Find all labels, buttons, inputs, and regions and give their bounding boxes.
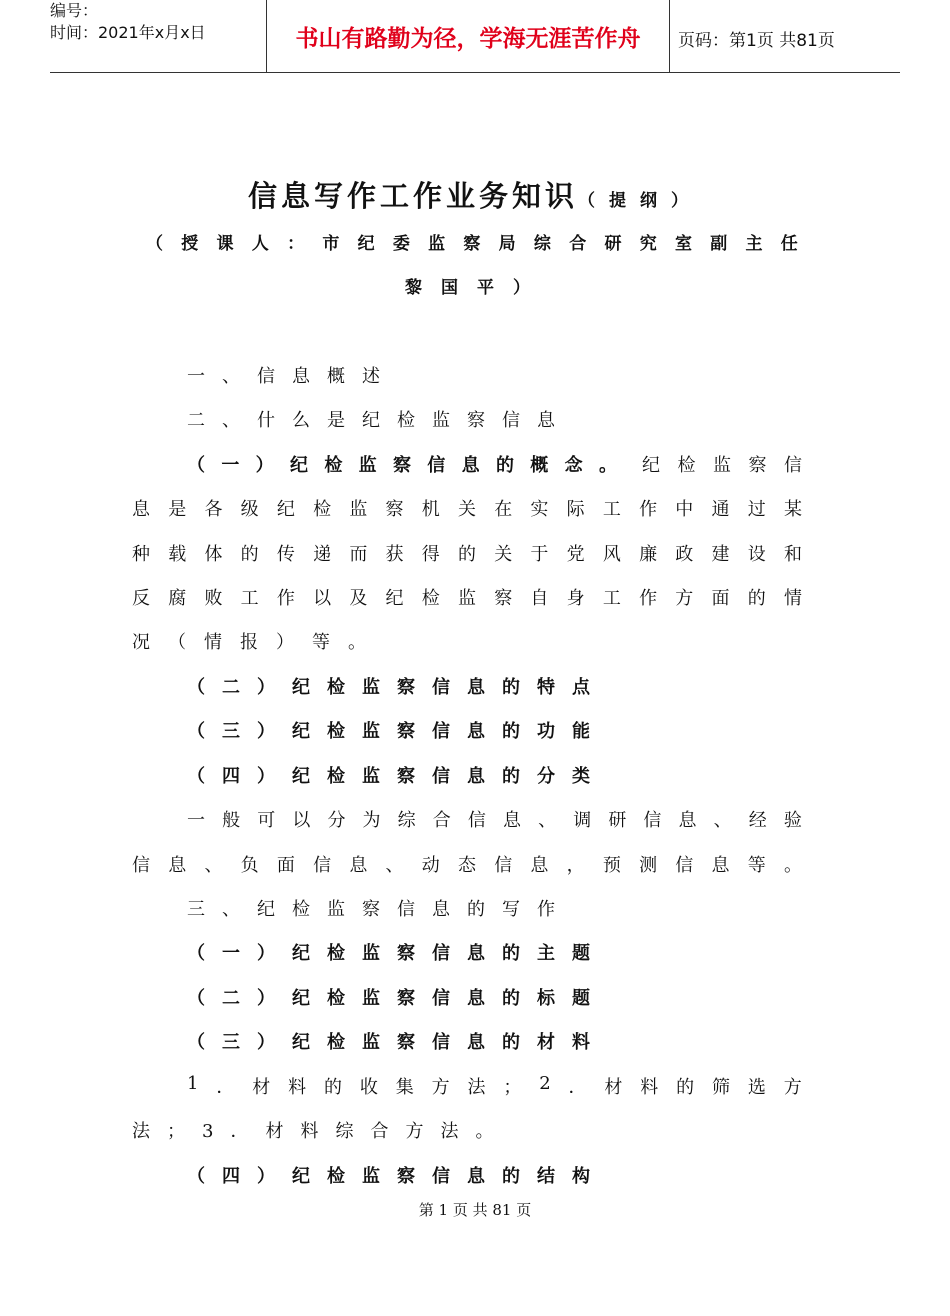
subsection-4-heading: （四）纪检监察信息的分类 xyxy=(187,766,607,787)
glyph: 综 xyxy=(533,234,551,254)
glyph: 面 xyxy=(711,588,730,609)
glyph: 工 xyxy=(240,588,259,609)
glyph: 获 xyxy=(385,544,404,565)
glyph: 关 xyxy=(494,544,513,565)
glyph: 体 xyxy=(204,544,223,565)
glyph: 递 xyxy=(313,544,332,565)
glyph: 政 xyxy=(675,544,694,565)
glyph: 监 xyxy=(428,234,446,254)
glyph: 的 xyxy=(323,1077,342,1098)
glyph: 某 xyxy=(783,499,802,520)
glyph: 授 xyxy=(181,234,199,254)
glyph: 室 xyxy=(674,234,692,254)
glyph: ） xyxy=(255,455,274,476)
glyph: 级 xyxy=(240,499,259,520)
header-motto-cell xyxy=(266,0,670,72)
glyph: 设 xyxy=(747,544,766,565)
glyph: 纪 xyxy=(276,499,295,520)
glyph: 负 xyxy=(240,855,259,876)
glyph: 任 xyxy=(780,234,798,254)
header-meta xyxy=(50,0,266,72)
glyph: 、 xyxy=(204,855,223,876)
glyph: ． xyxy=(568,1077,587,1098)
glyph: 主 xyxy=(745,234,763,254)
glyph: 在 xyxy=(494,499,513,520)
glyph: 廉 xyxy=(639,544,658,565)
glyph: 反 xyxy=(132,588,150,609)
glyph: 的 xyxy=(495,455,514,476)
lecturer-line-1 xyxy=(146,229,798,254)
glyph: 一 xyxy=(221,455,240,476)
glyph: 的 xyxy=(676,1077,695,1098)
glyph: 局 xyxy=(498,234,516,254)
section-3-heading: 三、纪检监察信息的写作 xyxy=(187,899,572,920)
glyph: 息 xyxy=(132,499,150,520)
glyph: 一 xyxy=(187,810,205,831)
paragraph-3-line-2: 法；3．材料综合方法。 xyxy=(132,1121,511,1142)
glyph: 、 xyxy=(538,810,557,831)
writing-1-heading: （一）纪检监察信息的主题 xyxy=(187,943,607,964)
glyph: 收 xyxy=(359,1077,378,1098)
glyph: 的 xyxy=(457,544,476,565)
glyph: 市 xyxy=(322,234,340,254)
glyph: 察 xyxy=(463,234,481,254)
glyph: 种 xyxy=(132,544,150,565)
glyph: 的 xyxy=(747,588,766,609)
paragraph-2-line-1 xyxy=(187,806,802,832)
paragraph-1-line-1 xyxy=(132,451,802,477)
glyph: 概 xyxy=(530,455,549,476)
glyph: 察 xyxy=(748,455,767,476)
glyph: ： xyxy=(287,234,305,254)
glyph: 信 xyxy=(494,855,513,876)
glyph: 料 xyxy=(288,1077,307,1098)
glyph: 监 xyxy=(457,588,476,609)
glyph: 信 xyxy=(467,810,486,831)
glyph: 作 xyxy=(276,588,295,609)
glyph: 机 xyxy=(421,499,440,520)
glyph: 息 xyxy=(461,455,480,476)
header-motto: 书山有路勤为径，学海无涯苦作舟 xyxy=(295,25,641,52)
glyph: 息 xyxy=(678,810,697,831)
glyph: 合 xyxy=(569,234,587,254)
glyph: 检 xyxy=(313,499,332,520)
glyph: 作 xyxy=(639,588,658,609)
glyph: 各 xyxy=(204,499,223,520)
glyph: 委 xyxy=(392,234,410,254)
glyph: 。 xyxy=(783,855,802,876)
glyph: 建 xyxy=(711,544,730,565)
glyph: 料 xyxy=(640,1077,659,1098)
paragraph-1-line-4 xyxy=(132,584,802,610)
glyph: 息 xyxy=(530,855,549,876)
glyph: 检 xyxy=(677,455,696,476)
glyph: ． xyxy=(216,1077,235,1098)
glyph: 验 xyxy=(783,810,802,831)
page-footer: 第 1 页 共 81 页 xyxy=(418,1201,532,1219)
glyph: 息 xyxy=(168,855,187,876)
glyph: 、 xyxy=(385,855,404,876)
section-2-heading: 二、什么是纪检监察信息 xyxy=(187,410,572,431)
glyph: （ xyxy=(146,234,163,254)
glyph: 信 xyxy=(643,810,662,831)
paragraph-1-line-3 xyxy=(132,540,802,566)
glyph: 察 xyxy=(392,455,411,476)
glyph: 中 xyxy=(675,499,694,520)
glyph: 纪 xyxy=(357,234,375,254)
glyph: 的 xyxy=(240,544,259,565)
glyph: 为 xyxy=(362,810,381,831)
glyph: 关 xyxy=(457,499,476,520)
glyph: 信 xyxy=(784,455,802,476)
glyph: 检 xyxy=(324,455,343,476)
paragraph-3-line-1 xyxy=(187,1073,802,1099)
glyph: 面 xyxy=(276,855,295,876)
glyph: 实 xyxy=(530,499,549,520)
lecturer-line-2: 黎国平） xyxy=(405,278,549,298)
glyph: 自 xyxy=(530,588,549,609)
glyph: 研 xyxy=(608,810,627,831)
glyph: 方 xyxy=(783,1077,802,1098)
glyph: 可 xyxy=(257,810,276,831)
writing-3-heading: （三）纪检监察信息的材料 xyxy=(187,1032,607,1053)
document-title xyxy=(0,174,950,215)
glyph: 信 xyxy=(313,855,332,876)
glyph: 是 xyxy=(168,499,187,520)
glyph: 信 xyxy=(132,855,150,876)
glyph: 纪 xyxy=(642,455,660,476)
glyph: 2 xyxy=(539,1073,551,1094)
header-page-info: 页码：第1页 共81页 xyxy=(678,31,835,51)
glyph: 预 xyxy=(602,855,621,876)
glyph: 方 xyxy=(431,1077,450,1098)
glyph: 般 xyxy=(222,810,241,831)
glyph: 息 xyxy=(711,855,730,876)
glyph: 态 xyxy=(457,855,476,876)
writing-2-heading: （二）纪检监察信息的标题 xyxy=(187,988,607,1009)
paragraph-1-line-2 xyxy=(132,495,802,521)
glyph: 察 xyxy=(494,588,513,609)
glyph: 及 xyxy=(349,588,368,609)
subsection-2-heading: （二）纪检监察信息的特点 xyxy=(187,677,607,698)
glyph: 念 xyxy=(564,455,583,476)
glyph: 和 xyxy=(783,544,802,565)
glyph: 得 xyxy=(421,544,440,565)
p1-tail xyxy=(642,451,802,477)
glyph: 传 xyxy=(276,544,295,565)
glyph: 等 xyxy=(747,855,766,876)
title-main: 信息写作工作业务知识 xyxy=(247,179,578,213)
time-label: 时间：2021年x月x日 xyxy=(50,23,206,42)
glyph: 调 xyxy=(573,810,592,831)
glyph: 工 xyxy=(602,588,621,609)
glyph: 息 xyxy=(502,810,521,831)
glyph: ； xyxy=(503,1077,522,1098)
number-label: 编号： xyxy=(50,1,99,20)
glyph: 息 xyxy=(349,855,368,876)
glyph: 党 xyxy=(566,544,585,565)
glyph: 测 xyxy=(639,855,658,876)
section-1-heading: 一、信息概述 xyxy=(187,366,397,387)
glyph: 法 xyxy=(467,1077,486,1098)
glyph: 副 xyxy=(710,234,728,254)
glyph: 际 xyxy=(566,499,585,520)
glyph: 人 xyxy=(251,234,269,254)
glyph: 集 xyxy=(395,1077,414,1098)
glyph: 究 xyxy=(639,234,657,254)
glyph: 信 xyxy=(427,455,446,476)
glyph: 腐 xyxy=(168,588,187,609)
glyph: 材 xyxy=(252,1077,271,1098)
glyph: 课 xyxy=(216,234,234,254)
glyph: 监 xyxy=(349,499,368,520)
glyph: 风 xyxy=(602,544,621,565)
glyph: 载 xyxy=(168,544,187,565)
glyph: 、 xyxy=(713,810,732,831)
glyph: 以 xyxy=(292,810,311,831)
p1-head xyxy=(187,451,617,477)
page-header xyxy=(50,0,900,73)
glyph: 情 xyxy=(783,588,802,609)
glyph: 监 xyxy=(358,455,377,476)
glyph: 1 xyxy=(187,1073,199,1094)
glyph: 监 xyxy=(713,455,731,476)
glyph: 方 xyxy=(675,588,694,609)
glyph: 察 xyxy=(385,499,404,520)
glyph: 经 xyxy=(748,810,767,831)
glyph: 作 xyxy=(639,499,658,520)
glyph: 动 xyxy=(421,855,440,876)
glyph: 败 xyxy=(204,588,223,609)
title-sub: （提纲） xyxy=(578,191,702,211)
glyph: 通 xyxy=(711,499,730,520)
glyph: 分 xyxy=(327,810,346,831)
paragraph-2-line-2 xyxy=(132,851,802,877)
glyph: 检 xyxy=(421,588,440,609)
glyph: 研 xyxy=(604,234,622,254)
glyph: 纪 xyxy=(385,588,404,609)
glyph: 以 xyxy=(313,588,332,609)
glyph: 身 xyxy=(566,588,585,609)
glyph: 于 xyxy=(530,544,549,565)
glyph: 而 xyxy=(349,544,368,565)
glyph: 选 xyxy=(747,1077,766,1098)
paragraph-1-line-5: 况（情报）等。 xyxy=(132,632,384,653)
glyph: 合 xyxy=(432,810,451,831)
glyph: （ xyxy=(187,455,205,476)
glyph: 信 xyxy=(675,855,694,876)
glyph: 工 xyxy=(602,499,621,520)
subsection-3-heading: （三）纪检监察信息的功能 xyxy=(187,721,607,742)
writing-4-heading: （四）纪检监察信息的结构 xyxy=(187,1166,607,1187)
glyph: 纪 xyxy=(289,455,308,476)
glyph: ， xyxy=(566,855,585,876)
glyph: 筛 xyxy=(712,1077,731,1098)
glyph: 过 xyxy=(747,499,766,520)
glyph: 材 xyxy=(604,1077,623,1098)
glyph: 综 xyxy=(397,810,416,831)
glyph: 。 xyxy=(598,455,617,476)
